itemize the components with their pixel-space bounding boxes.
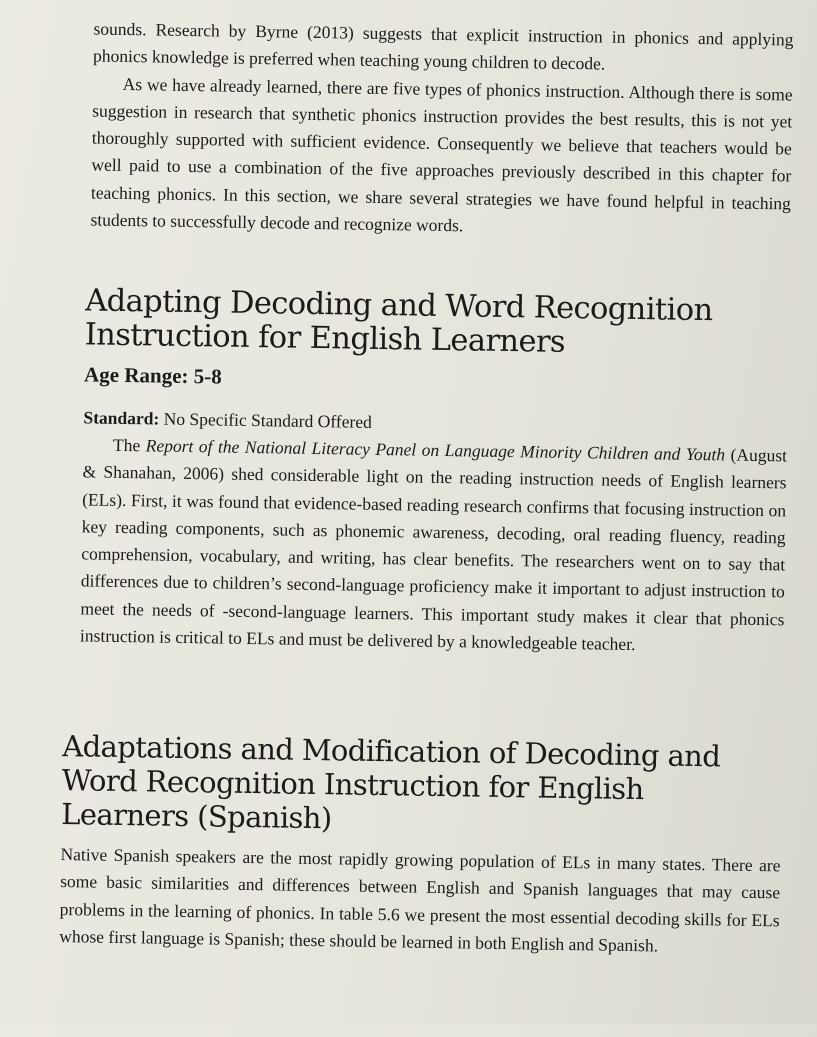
standard-label: Standard: bbox=[83, 407, 160, 429]
section-adaptations bbox=[59, 729, 782, 961]
intro-text bbox=[90, 15, 793, 244]
section-heading-adaptations: Adaptations and Modification of Decoding and Word Recognition Instruction for English Learners (Spanish) bbox=[60, 729, 721, 836]
intro-paragraph-tail: sounds. Research by Byrne (2013) suggests that explicit instruction in phonics and applying phonics knowledge is preferred when teaching young children to decode. bbox=[92, 18, 794, 74]
intro-paragraph: As we have already learned, there are five types of phonics instruction. Although there is some suggestion in research that synthetic phonics instruction provides the best results, this is not yet thoroughly supported with sufficient evidence. Consequently we believe that teachers would be well paid to use a combination of the five approaches previously described in this chapter for teaching phonics. In this section, we share several strategies we have found helpful in teaching students to successfully decode and recognize words. bbox=[90, 73, 793, 236]
standard-value: No Specific Standard Offered bbox=[163, 408, 372, 432]
section-adapting bbox=[80, 284, 790, 660]
report-title: Report of the National Literacy Panel on Language Minority Children and Youth bbox=[145, 435, 726, 465]
paragraph-body: (August & Shanahan, 2006) shed considerable light on the reading instruction needs of English learners (ELs). First, it was found that evidence-based reading research confirms that focusing instruction on key reading components, such as phonemic awareness, decoding, oral reading fluency, reading comprehension, vocabulary, and writing, has clear benefits. The researchers went on to say that differences due to children’s second-language proficiency make it important to adjust instruction to meet the needs of -second-language learners. This important study makes it clear that phonics instruction is critical to ELs and must be delivered by a knowledgeable teacher. bbox=[79, 444, 788, 655]
paragraph-lead: The bbox=[112, 434, 141, 456]
section-adapting-paragraph bbox=[80, 431, 787, 660]
section-heading-adapting: Adapting Decoding and Word Recognition Instruction for English Learners bbox=[84, 283, 713, 360]
age-range-heading: Age Range: 5-8 bbox=[83, 362, 222, 389]
section-adaptations-paragraph: Native Spanish speakers are the most rapidly growing population of ELs in many states. There are some basic similarities and differences between English and Spanish languages that may cause problems in the learning of phonics. In table 5.6 we present the most essential decoding skills for ELs whose first language is Spanish; these should be learned in both English and Spanish. bbox=[59, 844, 781, 956]
